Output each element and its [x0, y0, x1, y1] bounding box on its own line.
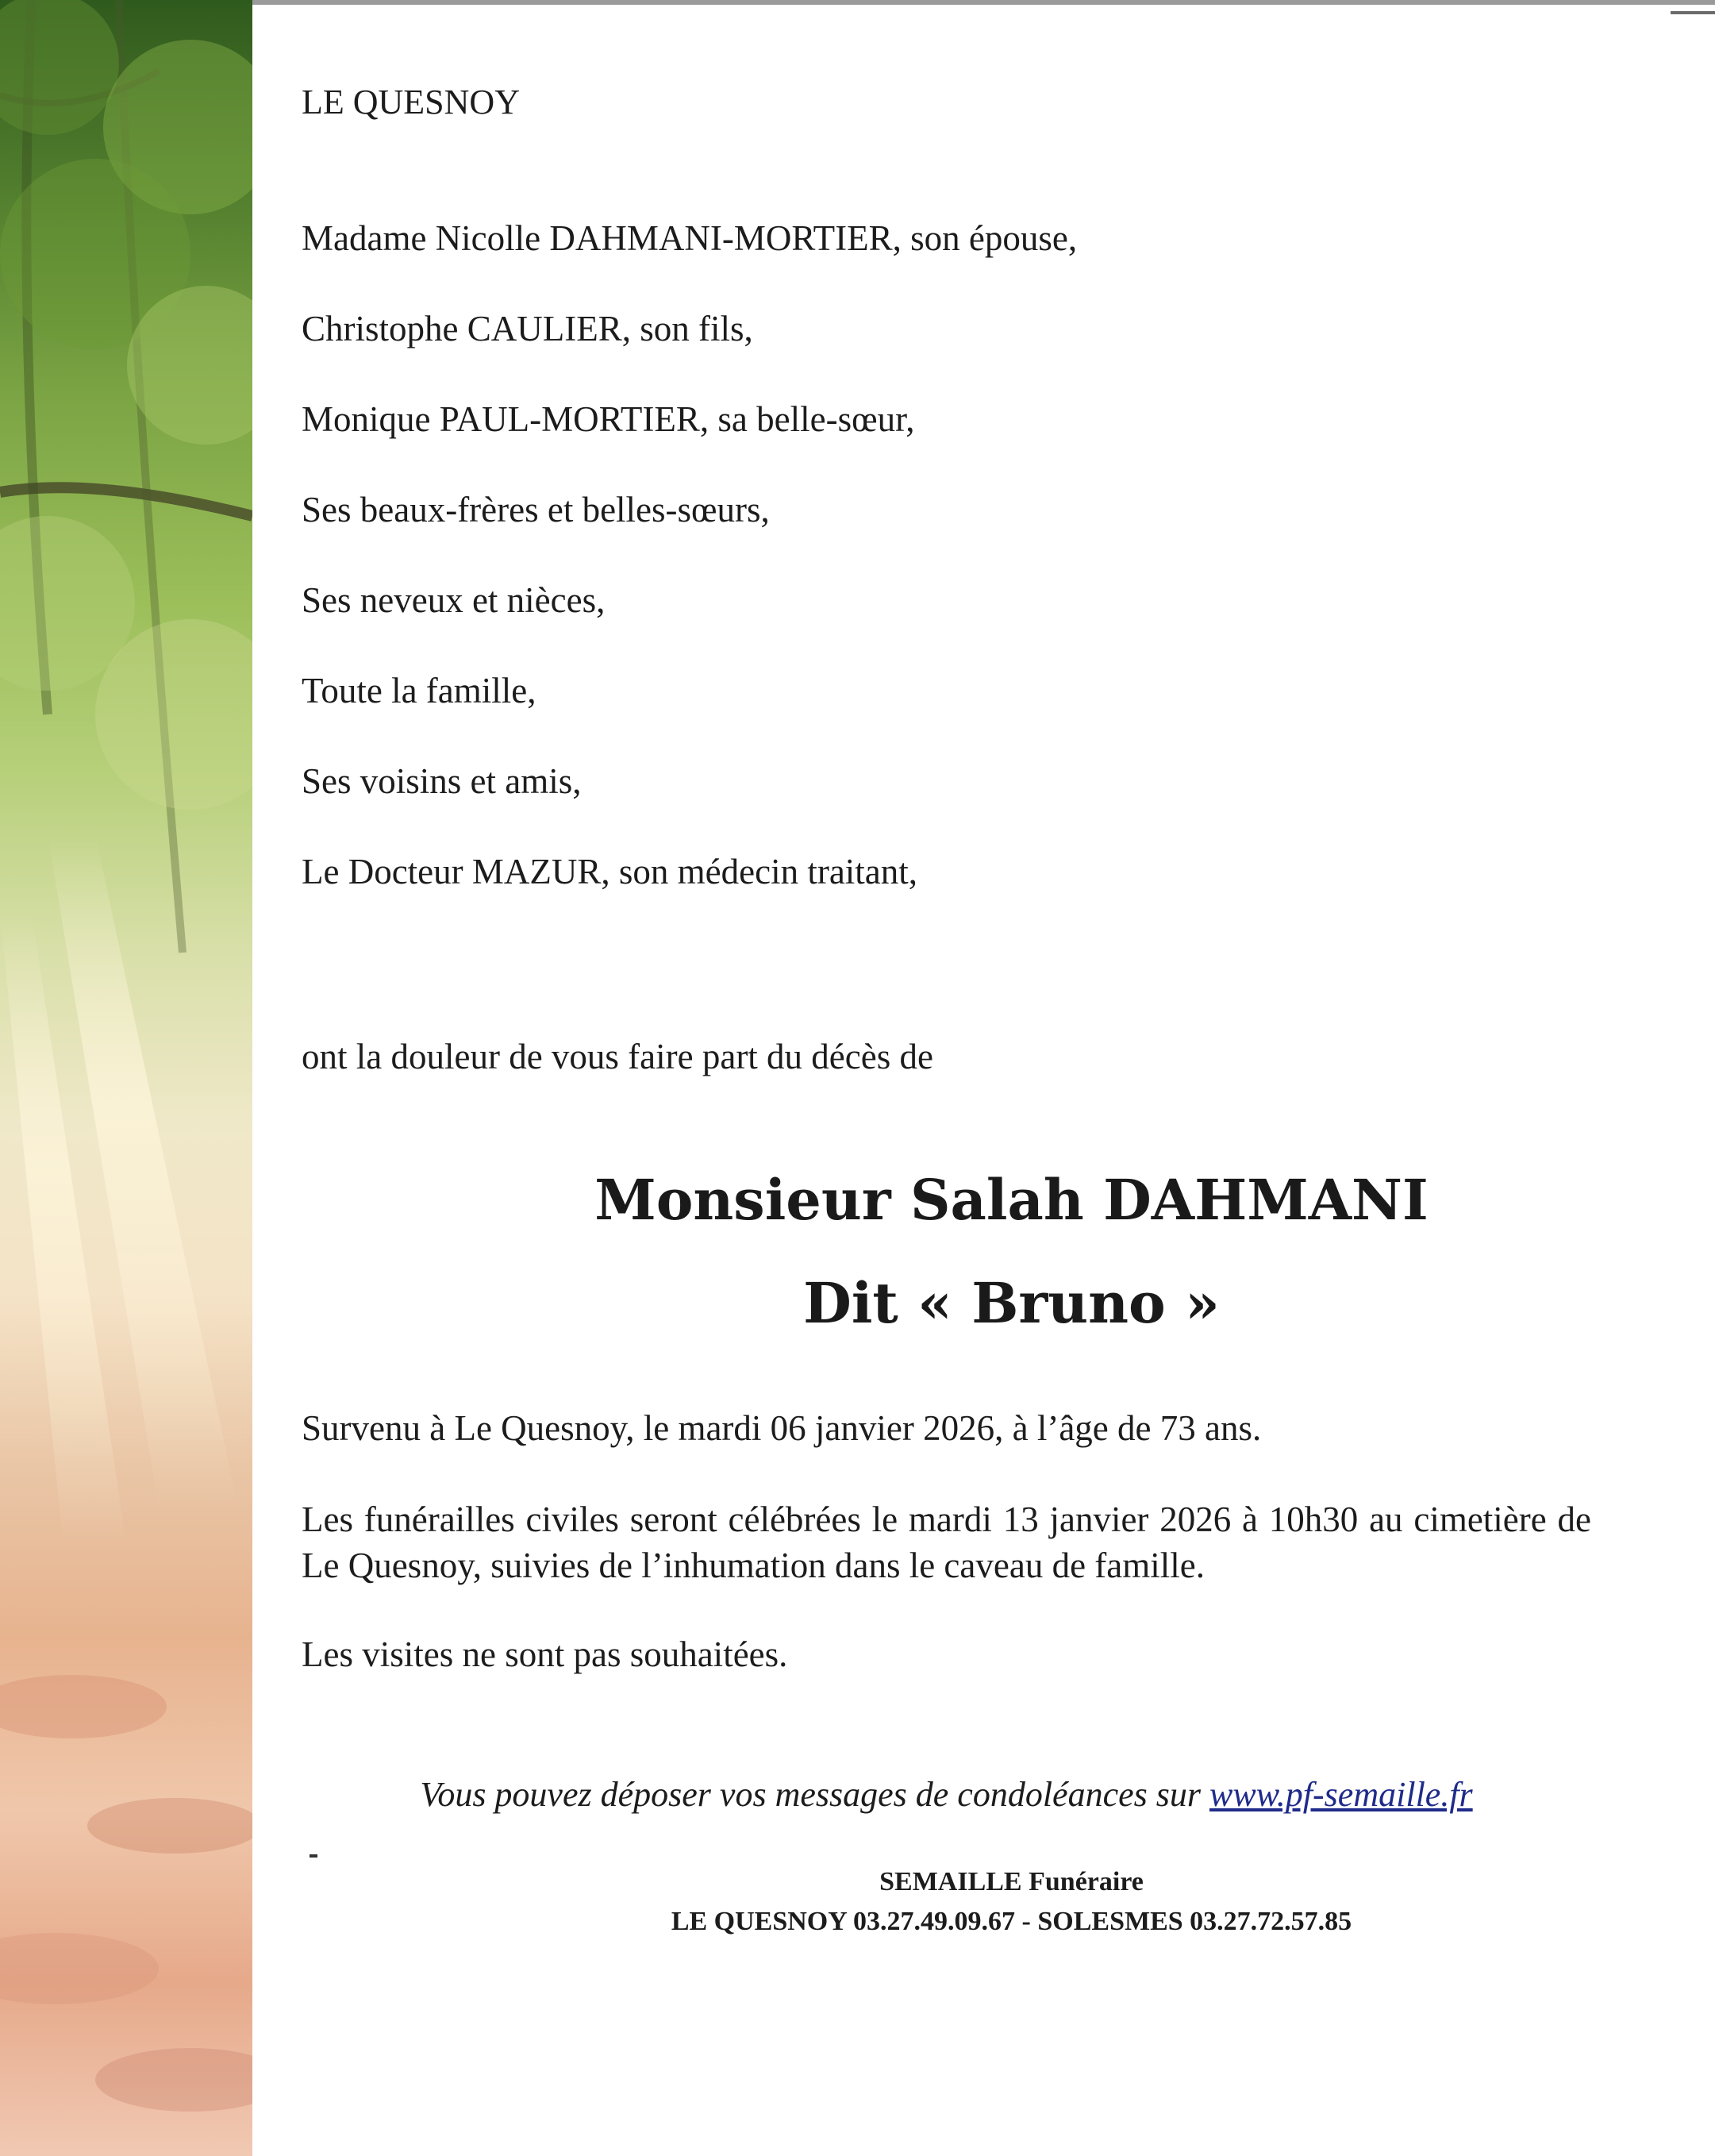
family-member: Ses voisins et amis, [302, 761, 582, 801]
death-details: Survenu à Le Quesnoy, le mardi 06 janvier 2026, à l’âge de 73 ans. [302, 1408, 1262, 1448]
family-member: Toute la famille, [302, 671, 536, 710]
family-member: Ses neveux et nièces, [302, 580, 606, 620]
corner-mark [1671, 11, 1715, 14]
stray-mark [310, 1854, 317, 1858]
forest-illustration [0, 0, 252, 2156]
condolences-link[interactable]: www.pf-semaille.fr [1209, 1775, 1473, 1814]
visits-notice: Les visites ne sont pas souhaitées. [302, 1634, 788, 1674]
family-member: Madame Nicolle DAHMANI-MORTIER, son épouse, [302, 218, 1078, 258]
family-list [302, 214, 1077, 938]
announcement-intro: ont la douleur de vous faire part du décès de [302, 1037, 933, 1076]
condolences-line [302, 1774, 1591, 1815]
family-member: Christophe CAULIER, son fils, [302, 309, 753, 348]
funeral-details: Les funérailles civiles seront célébrées le mardi 13 janvier 2026 à 10h30 au cimetière de Le Quesnoy, suivies de l’inhumation dans le caveau de famille. [302, 1500, 1591, 1585]
family-member: Ses beaux-frères et belles-sœurs, [302, 490, 770, 529]
family-member: Le Docteur MAZUR, son médecin traitant, [302, 852, 918, 891]
condolences-text: Vous pouvez déposer vos messages de condoléances sur [420, 1775, 1210, 1814]
deceased-name: Monsieur Salah DAHMANI [594, 1167, 1429, 1233]
top-border [252, 0, 1715, 5]
family-member: Monique PAUL-MORTIER, sa belle-sœur, [302, 399, 915, 439]
town-heading: LE QUESNOY [302, 83, 520, 121]
funeral-home-phones: LE QUESNOY 03.27.49.09.67 - SOLESMES 03.27.72.57.85 [671, 1907, 1352, 1936]
deceased-nickname: Dit « Bruno » [803, 1270, 1220, 1336]
forest-path-photo [0, 0, 252, 2156]
funeral-home-name: SEMAILLE Funéraire [879, 1867, 1144, 1896]
